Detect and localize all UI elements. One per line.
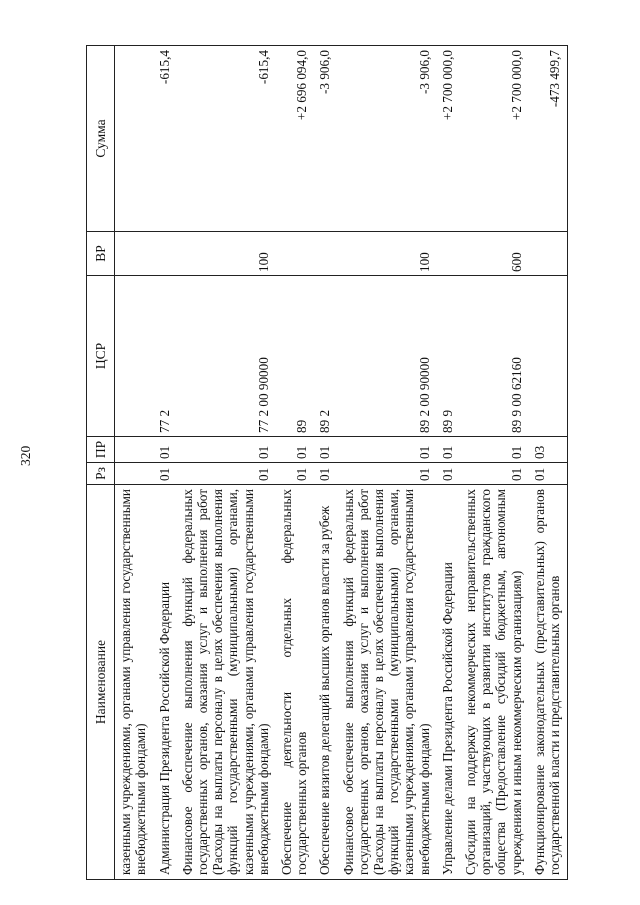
table-header-row bbox=[87, 46, 115, 880]
row-rz: 01 bbox=[338, 463, 437, 485]
row-csr bbox=[115, 276, 154, 437]
row-rz: 01 bbox=[437, 463, 460, 485]
row-csr: 89 9 00 62160 bbox=[460, 276, 529, 437]
row-name: Обеспечение визитов делегаций высших органов власти за рубеж bbox=[314, 485, 337, 880]
table-row bbox=[177, 46, 276, 880]
row-pr: 03 bbox=[529, 437, 568, 463]
row-name: Субсидии на поддержку некоммерческих неправительственных организаций, участвующих в развитии институтов гражданского общества (Предоставление субсидий бюджетным, автономным учреждениям и иным некоммерческим организациям) bbox=[460, 485, 529, 880]
row-csr: 77 2 bbox=[154, 276, 177, 437]
row-rz: 01 bbox=[460, 463, 529, 485]
row-csr: 89 bbox=[276, 276, 314, 437]
row-pr: 01 bbox=[177, 437, 276, 463]
row-pr: 01 bbox=[154, 437, 177, 463]
row-name: Обеспечение деятельности отдельных федеральных государственных органов bbox=[276, 485, 314, 880]
row-csr: 89 2 bbox=[314, 276, 337, 437]
row-rz: 01 bbox=[276, 463, 314, 485]
row-name: Администрация Президента Российской Федерации bbox=[154, 485, 177, 880]
header-sum: Сумма bbox=[87, 46, 115, 232]
table-row bbox=[338, 46, 437, 880]
row-name: Финансовое обеспечение выполнения функций федеральных государственных органов, оказания услуг и выполнения работ (Расходы на выплаты персоналу в целях обеспечения выполнения функций государственными (муниципальными) органами, казенными учреждениями, органами управления государственными внебюджетными фондами) bbox=[338, 485, 437, 880]
header-vr: ВР bbox=[87, 232, 115, 276]
row-vr bbox=[314, 232, 337, 276]
row-csr: 77 2 00 90000 bbox=[177, 276, 276, 437]
row-vr bbox=[529, 232, 568, 276]
row-name: Функционирование законодательных (представительных) органов государственной власти и представительных органов bbox=[529, 485, 568, 880]
row-sum bbox=[115, 46, 154, 232]
row-vr: 600 bbox=[460, 232, 529, 276]
row-name: Управление делами Президента Российской Федерации bbox=[437, 485, 460, 880]
row-sum: +2 700 000,0 bbox=[460, 46, 529, 232]
table-row bbox=[529, 46, 568, 880]
budget-table bbox=[86, 45, 568, 880]
rotated-table-container bbox=[86, 46, 604, 880]
row-name: Финансовое обеспечение выполнения функций федеральных государственных органов, оказания услуг и выполнения работ (Расходы на выплаты персоналу в целях обеспечения выполнения функций государственными (муниципальными) органами, казенными учреждениями, органами управления государственными внебюджетными фондами) bbox=[177, 485, 276, 880]
table-row bbox=[115, 46, 154, 880]
row-rz: 01 bbox=[314, 463, 337, 485]
row-csr bbox=[529, 276, 568, 437]
row-pr: 01 bbox=[460, 437, 529, 463]
table-row bbox=[437, 46, 460, 880]
row-vr: 100 bbox=[177, 232, 276, 276]
row-pr bbox=[115, 437, 154, 463]
row-sum: +2 700 000,0 bbox=[437, 46, 460, 232]
header-csr: ЦСР bbox=[87, 276, 115, 437]
table-row bbox=[460, 46, 529, 880]
row-sum: -3 906,0 bbox=[314, 46, 337, 232]
header-name: Наименование bbox=[87, 485, 115, 880]
table-row bbox=[314, 46, 337, 880]
row-vr: 100 bbox=[338, 232, 437, 276]
row-vr bbox=[154, 232, 177, 276]
row-vr bbox=[276, 232, 314, 276]
header-rz: Рз bbox=[87, 463, 115, 485]
row-rz: 01 bbox=[154, 463, 177, 485]
row-sum: -615,4 bbox=[154, 46, 177, 232]
row-sum: -3 906,0 bbox=[338, 46, 437, 232]
row-sum: +2 696 094,0 bbox=[276, 46, 314, 232]
page-number: 320 bbox=[18, 445, 33, 466]
row-csr: 89 2 00 90000 bbox=[338, 276, 437, 437]
row-pr: 01 bbox=[276, 437, 314, 463]
row-vr bbox=[115, 232, 154, 276]
row-pr: 01 bbox=[338, 437, 437, 463]
row-pr: 01 bbox=[314, 437, 337, 463]
table-row bbox=[154, 46, 177, 880]
table-row bbox=[276, 46, 314, 880]
row-rz bbox=[115, 463, 154, 485]
row-pr: 01 bbox=[437, 437, 460, 463]
row-vr bbox=[437, 232, 460, 276]
row-rz: 01 bbox=[529, 463, 568, 485]
row-sum: -615,4 bbox=[177, 46, 276, 232]
row-csr: 89 9 bbox=[437, 276, 460, 437]
row-name: казенными учреждениями, органами управления государственными внебюджетными фондами) bbox=[115, 485, 154, 880]
header-pr: ПР bbox=[87, 437, 115, 463]
row-rz: 01 bbox=[177, 463, 276, 485]
row-sum: -473 499,7 bbox=[529, 46, 568, 232]
